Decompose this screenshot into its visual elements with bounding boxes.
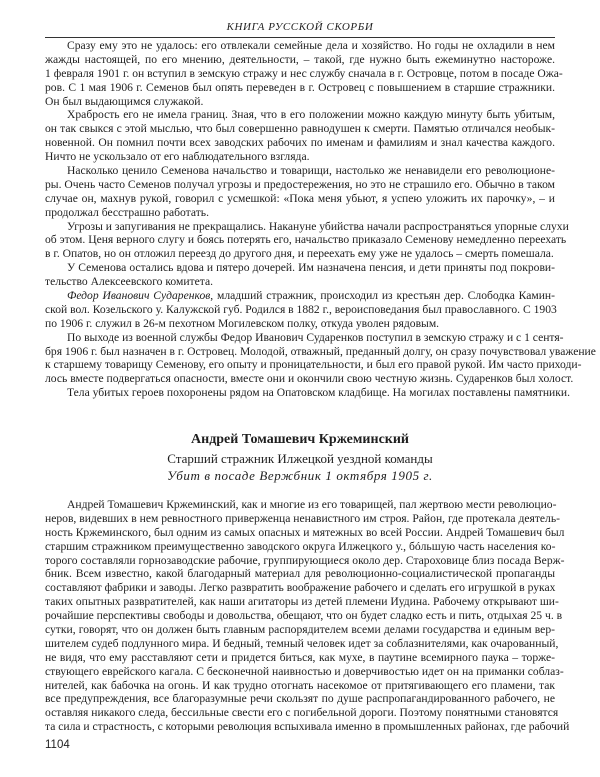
text-line: старшим стражником преимущественно заводского округа Илжецкого у., бóльшую часть населения ко-: [45, 539, 556, 553]
text-line: У Семенова остались вдова и пятеро дочерей. Им назначена пенсия, и дети приняты под покрови-: [67, 261, 555, 275]
text-line: По выходе из военной службы Федор Иванович Сударенков поступил в земскую стражу и с 1 сентя-: [67, 330, 564, 344]
section-krzheminsky: [45, 498, 570, 734]
paragraph: [45, 108, 555, 164]
text-line: Насколько ценило Семенова начальство и товарищи, настолько же ненавидели его революционе-: [67, 164, 555, 178]
text-line: Ничто не ускользало от его наблюдательного взгляда.: [45, 150, 310, 164]
text-line: ствующего еврейского кагала. С бесконечной наивностью и доверчивостью идет он на приманки соблаз-: [45, 664, 564, 678]
text-line: Храбрость его не имела границ. Зная, что в его положении можно каждую минуту быть убитым,: [67, 108, 555, 122]
text-line: все предупреждения, все благоразумные речи скользят по душе распропагандированного рабочего, не: [45, 692, 555, 706]
text-line: по 1906 г. служил в 26-м пехотном Могилевском полку, откуда уволен рядовым.: [45, 316, 440, 330]
page-number: 1104: [45, 739, 70, 751]
paragraph: [45, 261, 555, 289]
text-line: ность Кржеминского, был одним из самых опасных и мятежных во всей России. Андрей Томашевич был: [45, 525, 565, 539]
paragraph: [45, 386, 570, 400]
text-line: продолжал бесстрашно работать.: [45, 205, 209, 219]
paragraph: [45, 164, 555, 220]
text-line: он так свыкся с этой мыслью, что был совершенно равнодушен к смерти. Памятью отличался необык-: [45, 122, 555, 136]
text-line: новенной. Он помнил почти всех заводских рабочих по именам и фамилиям и знал качества каждого.: [45, 136, 555, 150]
text-line: Угрозы и запугивания не прекращались. Накануне убийства начали распространяться упорные слухи: [67, 219, 569, 233]
biography-death-note: Убит в посаде Вержбник 1 октября 1905 г.: [167, 468, 433, 483]
running-head: КНИГА РУССКОЙ СКОРБИ: [226, 21, 374, 33]
header-rule: [45, 37, 555, 38]
text-line: составляют фабрики и заводы. Легко развратить воображение рабочего и сделать его игрушкой в руках: [45, 581, 556, 595]
text-line: Андрей Томашевич Кржеминский, как и многие из его товарищей, пал жертвою мести революцио-: [67, 498, 557, 511]
biography-heading: Андрей Томашевич Кржеминский: [191, 432, 409, 447]
text-line: об этом. Ценя верного слугу и боясь потерять его, начальство приказало Семенову немедленно переехать: [45, 233, 567, 247]
biography-rank: Старший стражник Илжецкой уездной команды: [167, 451, 433, 466]
text-line: к старшему товарищу Семенову, его опыту и проницательности, и был его правой рукой. Им часто приходи-: [45, 358, 582, 372]
text-line: случае он, махнув рукой, говорил с усмешкой: «Пока меня убьют, я успею уложить их парочку», – и: [45, 191, 555, 205]
text-line: ской вол. Козельского у. Калужской губ. Родился в 1882 г., вероисповедания был православного. С 1903: [45, 302, 557, 316]
text-line: тельство Алексеевского комитета.: [45, 275, 213, 289]
paragraph: [45, 289, 555, 331]
text-line: ры. Очень часто Семенов получал угрозы и предостережения, но это не страшило его. Обычно в таком: [45, 177, 555, 191]
text-line: таких опытных развратителей, как наши агитаторы из детей племени Иудина. Рабочему открывают ши-: [45, 595, 559, 609]
text-line: Он был выдающимся служакой.: [45, 94, 204, 108]
paragraph: [45, 498, 570, 734]
text-line: бник. Всем известно, какой благодарный материал для революционно-социалистической пропаганды: [45, 567, 555, 581]
text-line: торого составляли горнозаводские рабочие, группирующиеся около дер. Староховице близ посада Верж-: [45, 553, 565, 567]
text-line: Федор Иванович Сударенков, младший стражник, происходил из крестьян дер. Слободка Камин-: [67, 289, 555, 303]
text-line: нителей, как бабочка на огонь. И как трудно отогнать насекомое от притягивающего его пламени, так: [45, 678, 555, 692]
text-line: неров, видевших в нем ревностного приверженца ненавистного им строя. Район, где протекала деятель-: [45, 511, 560, 525]
text-line: шителем судеб подлунного мира. И бедный, темный человек идет за соблазнителями, как очарованный,: [45, 636, 559, 650]
text-line: в г. Опатов, но он отложил переезд до другого дня, и переехать ему уже не удалось – смерть помешала.: [45, 247, 554, 261]
paragraph: [45, 39, 563, 108]
text-line: Тела убитых героев похоронены рядом на Опатовском кладбище. На могилах поставлены памятники.: [67, 386, 570, 400]
text-line: сутки, говорят, что он должен быть главным распорядителем всеми делами государства и единым вер-: [45, 623, 555, 637]
text-line: жажды настоящей, по его мнению, деятельности, – такой, где нужно быть ежеминутно настороже.: [45, 52, 555, 66]
text-line: та сила и страстность, с которыми революция вспыхивала именно в промышленных районах, где рабочий: [45, 720, 570, 734]
text-line: бря 1906 г. был назначен в г. Островец. Молодой, отважный, преданный долгу, он сразу почувствовал уважение: [45, 344, 596, 358]
text-line: 1 февраля 1901 г. он вступил в земскую стражу и нес службу сначала в г. Островце, потом в посаде Ожа-: [45, 66, 563, 80]
text-line: оставляя никакого следа, бессильные свести его с погибельной дороги. Поэтому понятными становятся: [45, 706, 559, 720]
paragraph: [45, 330, 596, 387]
section-semenov-sudarenkov: [45, 39, 596, 400]
text-line: не видя, что ему расставляют сети и придется биться, как мухе, в паутине всемирного паука – торже-: [45, 650, 555, 664]
text-line: рочайшие перспективы свободы и довольства, обещают, что он будет сладко есть и пить, отдыхая 25 ч. в: [45, 609, 563, 623]
text-line: лось вместе подвергаться опасности, вместе они и окончили свою честную жизнь. Сударенков был холост.: [45, 372, 574, 386]
text-line: ров. С 1 мая 1906 г. Семенов был опять переведен в г. Островец с повышением в старшие стражники.: [45, 80, 555, 94]
text-line: Сразу ему это не удалось: его отвлекали семейные дела и хозяйство. Но годы не охладили в нем: [67, 39, 555, 52]
paragraph: [45, 219, 569, 262]
person-name: Федор Иванович Сударенков: [67, 289, 211, 303]
